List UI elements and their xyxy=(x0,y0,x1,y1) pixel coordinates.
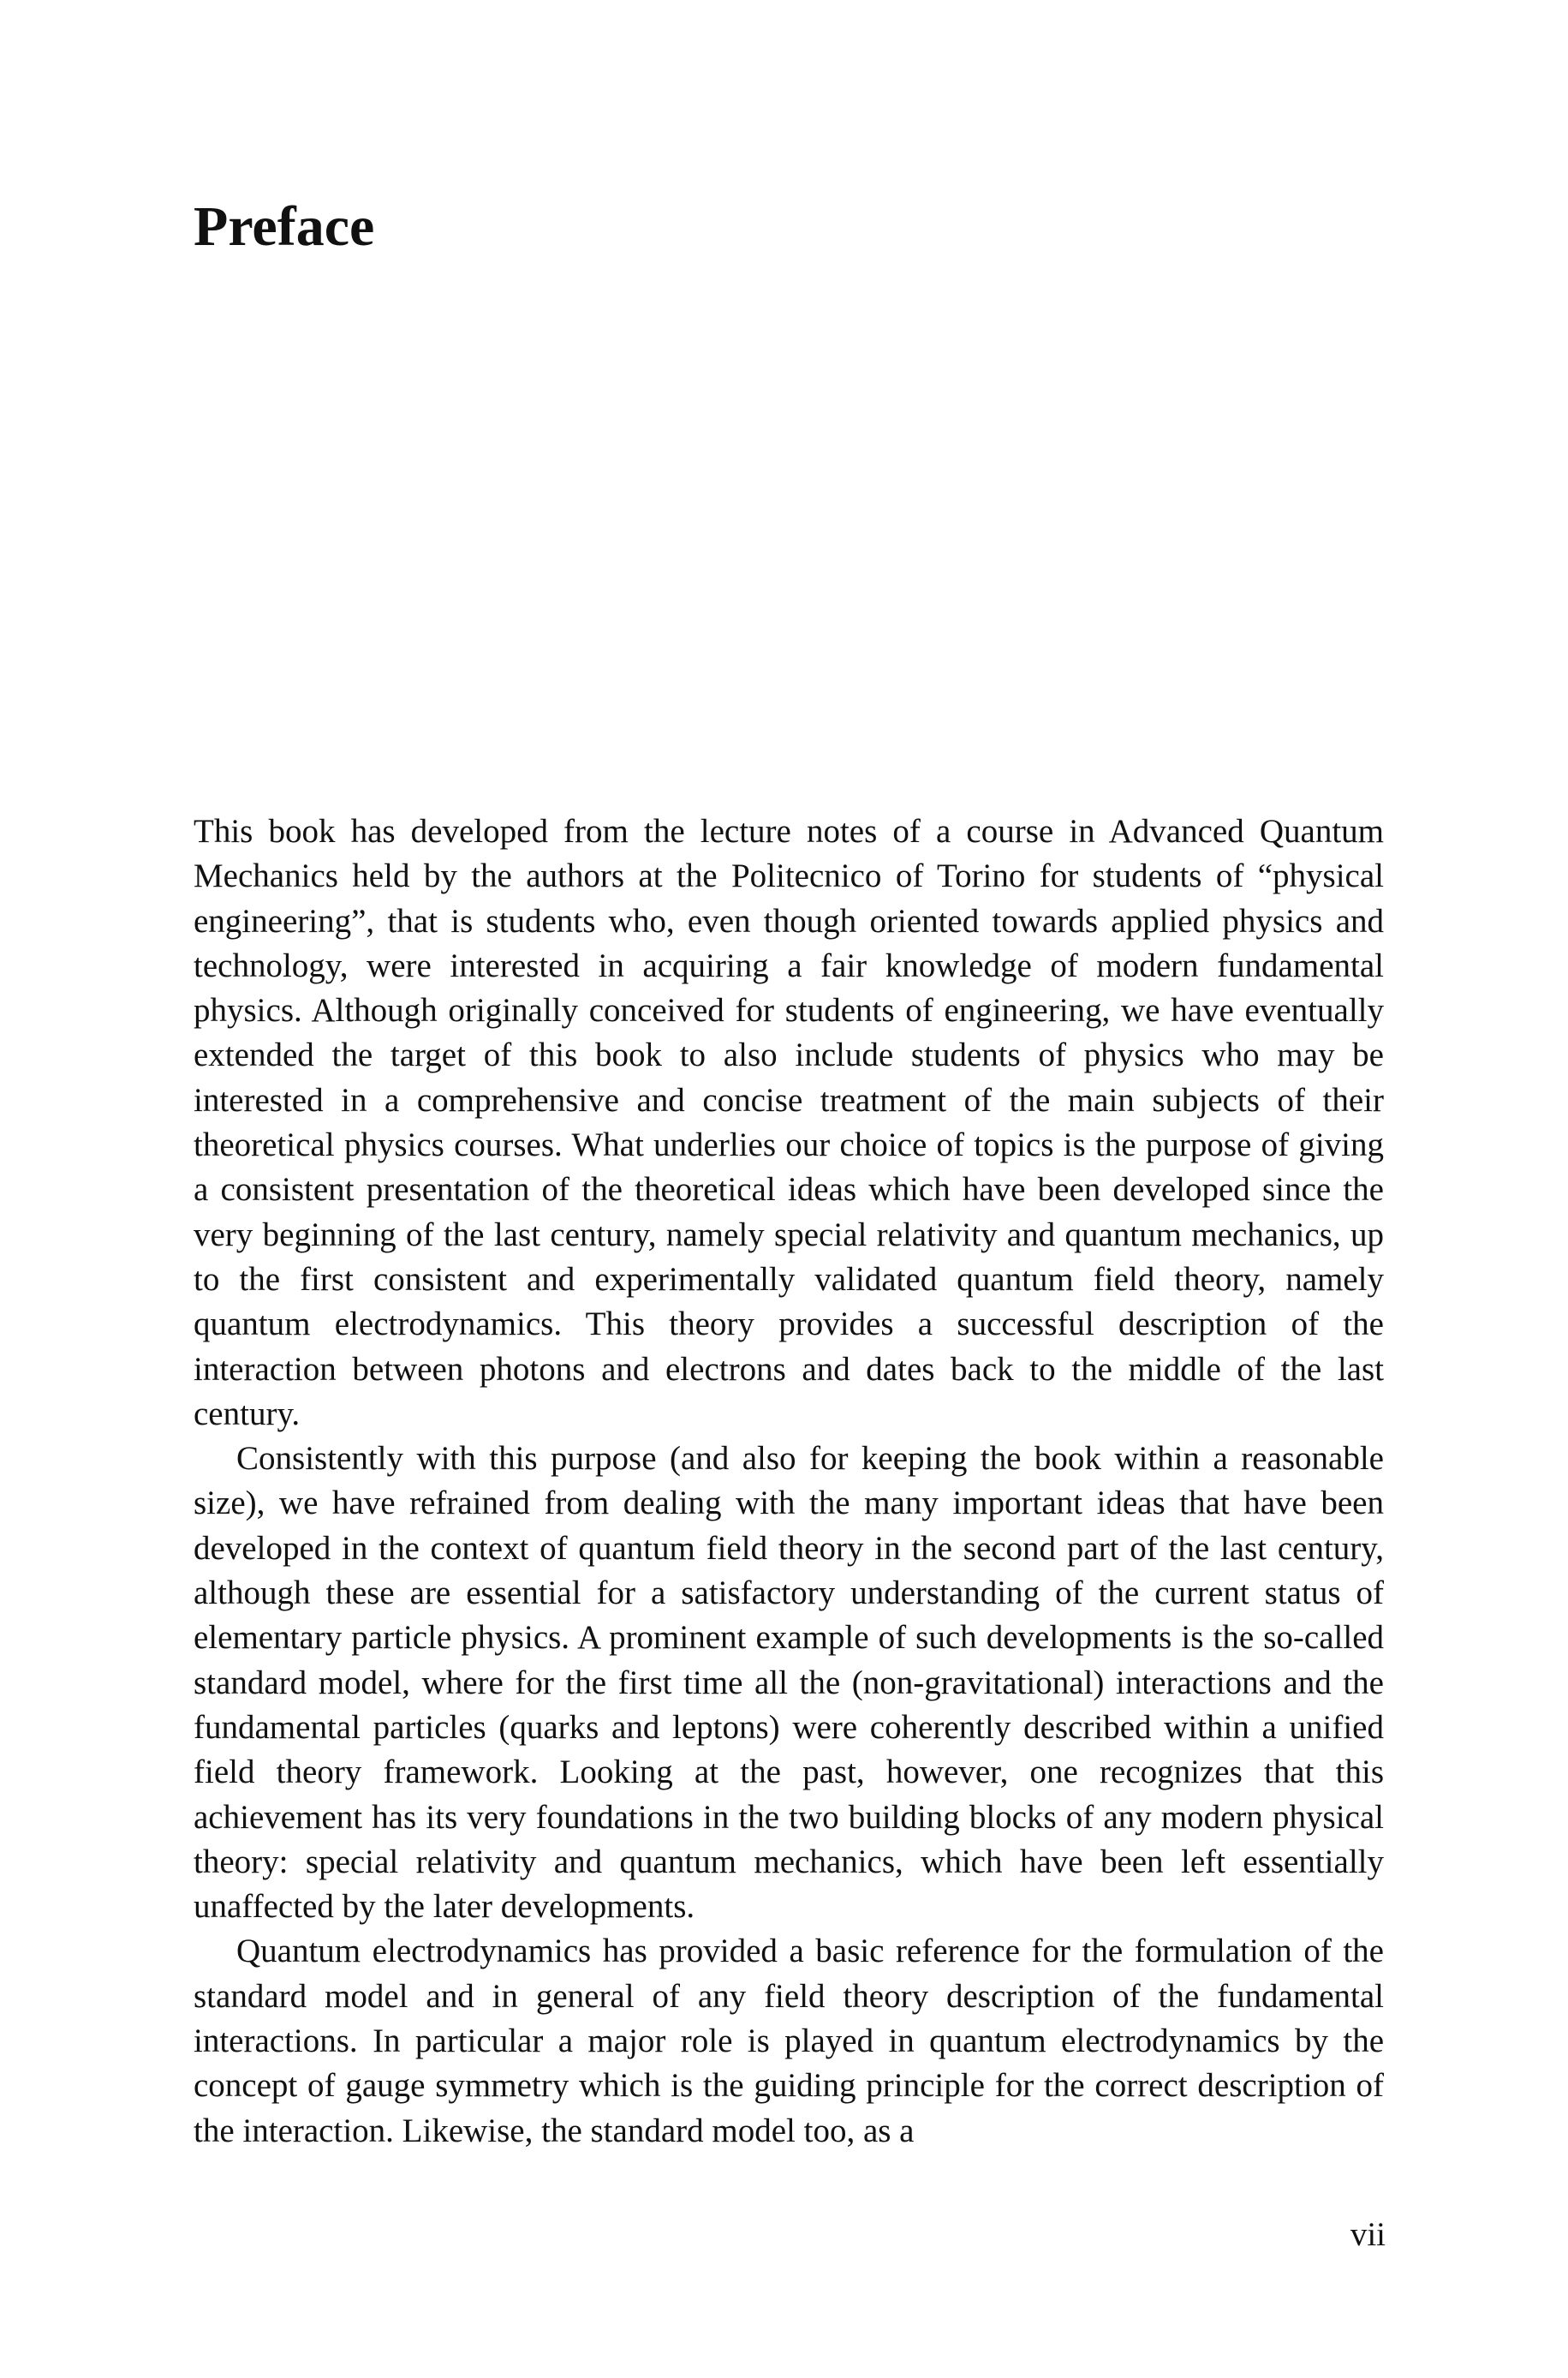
page-number: vii xyxy=(1350,2216,1386,2253)
page-title: Preface xyxy=(194,195,375,258)
paragraph-3: Quantum electrodynamics has provided a basic reference for the formulation of the standard model and in general of any field theory description of the fundamental interactions. In particular a major role is played in quantum electrodynamics by the concept of gauge symmetry which is the guiding principle for the correct description of the interaction. Likewise, the standard model too, as a xyxy=(194,1933,1384,2149)
paragraph-1: This book has developed from the lecture notes of a course in Advanced Quantum Mechanics held by the authors at the Politecnico of Torino for students of “physical engineering”, that is students who, even though oriented towards applied physics and technology, were interested in acquiring a fair knowledge of modern fundamental physics. Although originally conceived for students of engineering, we have eventually extended the target of this book to also include students of physics who may be interested in a comprehensive and concise treatment of the main subjects of their theoretical physics courses. What underlies our choice of topics is the purpose of giving a consistent presentation of the theoretical ideas which have been developed since the very beginning of the last century, namely special relativity and quantum mechanics, up to the first consistent and experimentally validated quantum field theory, namely quantum electrodynamics. This theory provides a successful description of the interaction between photons and electrons and dates back to the middle of the last century. xyxy=(194,813,1384,1432)
paragraph-2: Consistently with this purpose (and also for keeping the book within a reasonable size), we have refrained from dealing with the many important ideas that have been developed in the context of quantum field theory in the second part of the last century, although these are essential for a satisfactory understanding of the current status of elementary particle physics. A prominent example of such developments is the so-called standard model, where for the first time all the (non-gravitational) interactions and the fundamental particles (quarks and leptons) were coherently described within a unified field theory framework. Looking at the past, however, one recognizes that this achievement has its very foundations in the two building blocks of any modern physical theory: special relativity and quantum mechanics, which have been left essentially unaffected by the later developments. xyxy=(194,1440,1384,1926)
preface-body xyxy=(194,810,1384,2154)
